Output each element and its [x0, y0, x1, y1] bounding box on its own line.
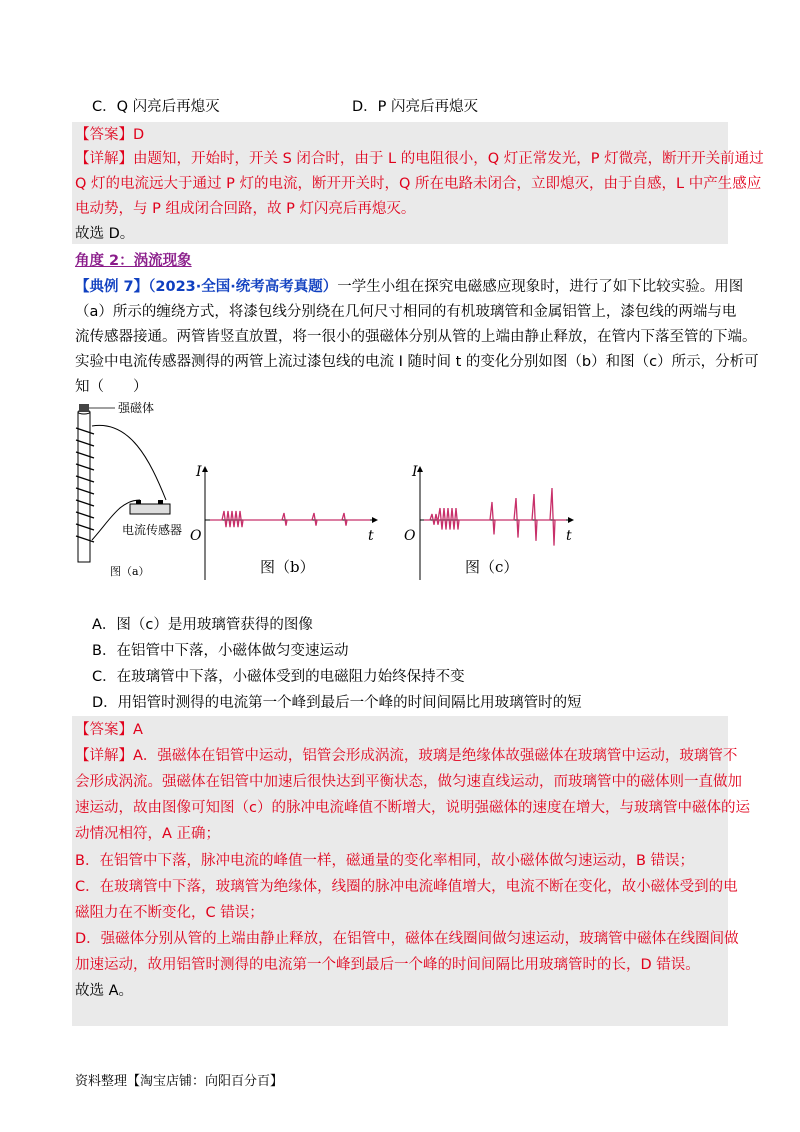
detail-1-line-2: Q 灯的电流远大于通过 P 灯的电流，断开开关时，Q 所在电路未闭合，立即熄灭，由于自感，L 中产生感应 — [75, 176, 762, 192]
detail-2-line-5: B．在铝管中下落，脉冲电流的峰值一样，磁通量的变化率相同，故小磁体做匀速运动，B 错误； — [75, 853, 695, 869]
example-tag: 【典例 7】 — [75, 279, 149, 295]
example-line-3: 流传感器接通。两管皆竖直放置，将一很小的强磁体分别从管的上端由静止释放，在管内下落至管的下端。 — [75, 329, 757, 345]
axis-t-b: t — [368, 528, 374, 544]
origin-b: O — [190, 528, 202, 544]
detail-2-line-9: 加速运动，故用铝管时测得的电流第一个峰到最后一个峰的时间间隔比用玻璃管时的长，D 错误。 — [75, 957, 700, 973]
option-c: C．在玻璃管中下落，小磁体受到的电磁阻力始终保持不变 — [92, 669, 465, 685]
experiment-figure — [70, 400, 590, 585]
magnet-shape — [79, 404, 89, 412]
current-curve-b — [210, 511, 370, 527]
answer-label: 【答案】 — [75, 722, 133, 738]
detail-2-line-1 — [75, 745, 737, 767]
origin-c: O — [404, 528, 416, 544]
caption-b: 图（b） — [260, 558, 315, 576]
detail-1-conclusion: 故选 D。 — [75, 226, 135, 242]
answer-2 — [75, 719, 143, 741]
detail-2-line-4: 动情况相符，A 正确； — [75, 826, 221, 842]
detail-text: A．强磁体在铝管中运动，铝管会形成涡流，玻璃是绝缘体故强磁体在玻璃管中运动，玻璃管不 — [133, 748, 738, 764]
example-text: 一学生小组在探究电磁感应现象时，进行了如下比较实验。用图 — [337, 279, 744, 295]
option-c-prev: C．Q 闪亮后再熄灭 — [92, 99, 220, 115]
option-d: D．用铝管时测得的电流第一个峰到最后一个峰的时间间隔比用玻璃管时的短 — [92, 695, 582, 711]
example-line-4: 实验中电流传感器测得的两管上流过漆包线的电流 I 随时间 t 的变化分别如图（b）和图（c）所示，分析可 — [75, 354, 759, 370]
sensor-shape — [130, 504, 170, 514]
example-line-1 — [75, 276, 743, 298]
detail-2-line-2: 会形成涡流。强磁体在铝管中加速后很快达到平衡状态，做匀速直线运动，而玻璃管中的磁体则一直做加 — [75, 774, 742, 790]
detail-text: 由题知，开始时，开关 S 闭合时，由于 L 的电阻很小，Q 灯正常发光，P 灯微亮，断开开关前通过 — [133, 151, 764, 167]
sensor-label: 电流传感器 — [122, 523, 183, 537]
caption-c: 图（c） — [465, 558, 519, 576]
detail-2-line-3: 速运动，故由图像可知图（c）的脉冲电流峰值不断增大，说明强磁体的速度在增大，与玻璃管中磁体的运 — [75, 800, 750, 816]
detail-2-line-7: 磁阻力在不断变化，C 错误； — [75, 905, 264, 921]
example-line-2: （a）所示的缠绕方式，将漆包线分别绕在几何尺寸相同的有机玻璃管和金属铝管上，漆包线的两端与电 — [75, 304, 737, 320]
option-d-prev: D．P 闪亮后再熄灭 — [352, 99, 479, 115]
detail-2-line-6: C．在玻璃管中下落，玻璃管为绝缘体，线圈的脉冲电流峰值增大，电流不断在变化，故小磁体受到的电 — [75, 879, 738, 895]
detail-1-line-1 — [75, 148, 764, 170]
detail-1-line-3: 电动势，与 P 组成闭合回路，故 P 灯闪亮后再熄灭。 — [75, 201, 416, 217]
section-title: 角度 2：涡流现象 — [75, 253, 192, 269]
caption-a: 图（a） — [110, 565, 150, 578]
tube-diagram — [76, 404, 170, 562]
detail-2-conclusion: 故选 A。 — [75, 983, 134, 999]
axis-i-c: I — [412, 464, 418, 480]
example-line-5: 知（ ） — [75, 379, 148, 395]
example-source: （2023·全国·统考高考真题） — [148, 279, 338, 295]
option-a: A．图（c）是用玻璃管获得的图像 — [92, 617, 313, 633]
axis-i-b: I — [196, 464, 202, 480]
answer-value: A — [133, 722, 143, 738]
answer-label: 【答案】 — [75, 127, 133, 143]
answer-value: D — [133, 127, 145, 143]
detail-label: 【详解】 — [75, 748, 133, 764]
magnet-label: 强磁体 — [118, 401, 155, 415]
detail-2-line-8: D．强磁体分别从管的上端由静止释放，在铝管中，磁体在线圈间做匀速运动，玻璃管中磁体在线圈间做 — [75, 931, 739, 947]
axis-t-c: t — [566, 528, 572, 544]
option-b: B．在铝管中下落，小磁体做匀变速运动 — [92, 643, 349, 659]
answer-1 — [75, 124, 144, 146]
footer-text: 资料整理【淘宝店铺：向阳百分百】 — [75, 1074, 284, 1089]
detail-label: 【详解】 — [75, 151, 133, 167]
current-curve-c — [424, 488, 566, 546]
